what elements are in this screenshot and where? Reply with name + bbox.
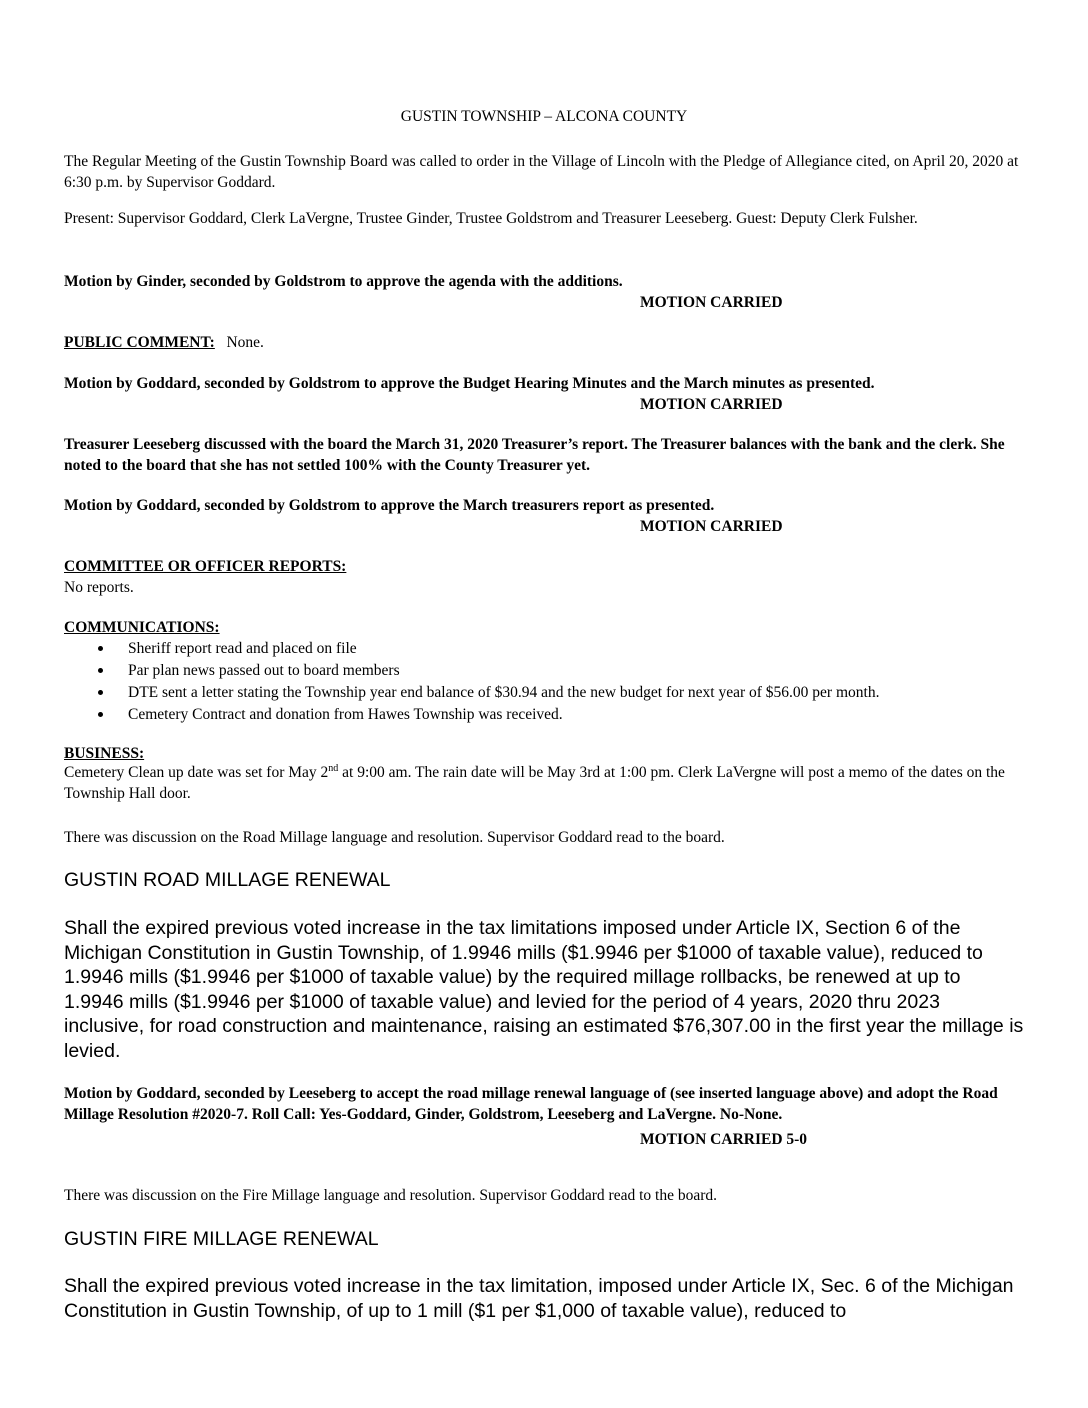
section-label: BUSINESS: (64, 745, 145, 762)
motion-text: Motion by Goddard, seconded by Goldstrom to approve the March treasurers report as presented. (64, 497, 715, 514)
business-section (64, 745, 1024, 804)
motion-treasurer (64, 495, 1024, 537)
list-item: Cemetery Contract and donation from Hawes Township was received. (64, 704, 1024, 726)
fire-millage-language: Shall the expired previous voted increase in the tax limitation, imposed under Article IX, Sec. 6 of the Michigan Constitution in Gustin Township, of up to 1 mill ($1 per $1,000 of taxable value), reduced to (64, 1275, 1014, 1322)
treasurer-report-note: Treasurer Leeseberg discussed with the board the March 31, 2020 Treasurer’s report. The Treasurer balances with the bank and the clerk. She noted to the board that she has not settled 100% with the County Treasurer yet. (64, 436, 1005, 474)
motion-road-millage (64, 1083, 1024, 1150)
motion-result: MOTION CARRIED 5-0 (640, 1131, 808, 1148)
section-label: PUBLIC COMMENT: (64, 334, 215, 351)
bullet-icon (98, 690, 103, 695)
bullet-icon (98, 712, 103, 717)
motion-result: MOTION CARRIED (640, 396, 783, 413)
section-label: COMMITTEE OR OFFICER REPORTS: (64, 558, 347, 575)
road-millage-heading: GUSTIN ROAD MILLAGE RENEWAL (64, 869, 391, 891)
committee-section (64, 556, 1024, 598)
motion-text: Motion by Goddard, seconded by Leeseberg to accept the road millage renewal language of (see inserted language above) and adopt the Road Millage Resolution #2020-7. Roll Call: Yes-Goddard, Ginder, Goldstrom, Leeseberg and LaVergne. No-None. (64, 1085, 998, 1123)
motion-result: MOTION CARRIED (640, 518, 783, 535)
motion-minutes (64, 373, 1024, 415)
fire-discussion: There was discussion on the Fire Millage language and resolution. Supervisor Goddard read to the board. (64, 1187, 717, 1204)
road-discussion: There was discussion on the Road Millage language and resolution. Supervisor Goddard read to the board. (64, 829, 725, 846)
fire-millage-heading: GUSTIN FIRE MILLAGE RENEWAL (64, 1228, 379, 1250)
section-text: None. (226, 334, 264, 351)
communications-section (64, 617, 1024, 726)
motion-agenda (64, 271, 1024, 313)
bullet-icon (98, 646, 103, 651)
section-label: COMMUNICATIONS: (64, 619, 220, 636)
intro-paragraph: The Regular Meeting of the Gustin Township Board was called to order in the Village of Lincoln with the Pledge of Allegiance cited, on April 20, 2020 at 6:30 p.m. by Supervisor Goddard. (64, 153, 1019, 191)
public-comment (64, 332, 1024, 353)
motion-text: Motion by Goddard, seconded by Goldstrom to approve the Budget Hearing Minutes and the March minutes as presented. (64, 375, 875, 392)
bullet-icon (98, 668, 103, 673)
motion-text: Motion by Ginder, seconded by Goldstrom to approve the agenda with the additions. (64, 273, 623, 290)
attendance-paragraph: Present: Supervisor Goddard, Clerk LaVergne, Trustee Ginder, Trustee Goldstrom and Treasurer Leeseberg. Guest: Deputy Clerk Fulsher. (64, 210, 918, 227)
motion-result: MOTION CARRIED (640, 294, 783, 311)
section-text: No reports. (64, 579, 134, 596)
communications-list (64, 638, 1024, 726)
road-millage-language: Shall the expired previous voted increase in the tax limitations imposed under Article IX, Section 6 of the Michigan Constitution in Gustin Township, of 1.9946 mills ($1.9946 per $1000 of taxable value), reduced to 1.9946 mills ($1.9946 per $1000 of taxable value) by the required millage rollbacks, be renewed at up to 1.9946 mills ($1.9946 per $1000 of taxable value) and levied for the period of 4 years, 2020 thru 2023 inclusive, for road construction and maintenance, raising an estimated $76,307.00 in the first year the millage is levied. (64, 917, 1024, 1062)
list-item: Sheriff report read and placed on file (64, 638, 1024, 660)
list-item: Par plan news passed out to board members (64, 660, 1024, 682)
cleanup-paragraph: Cemetery Clean up date was set for May 2nd at 9:00 am. The rain date will be May 3rd at 1:00 pm. Clerk LaVergne will post a memo of the dates on the Township Hall door. (64, 762, 1005, 802)
document-title: GUSTIN TOWNSHIP – ALCONA COUNTY (400, 108, 688, 125)
list-item: DTE sent a letter stating the Township year end balance of $30.94 and the new budget for next year of $56.00 per month. (64, 682, 1024, 704)
